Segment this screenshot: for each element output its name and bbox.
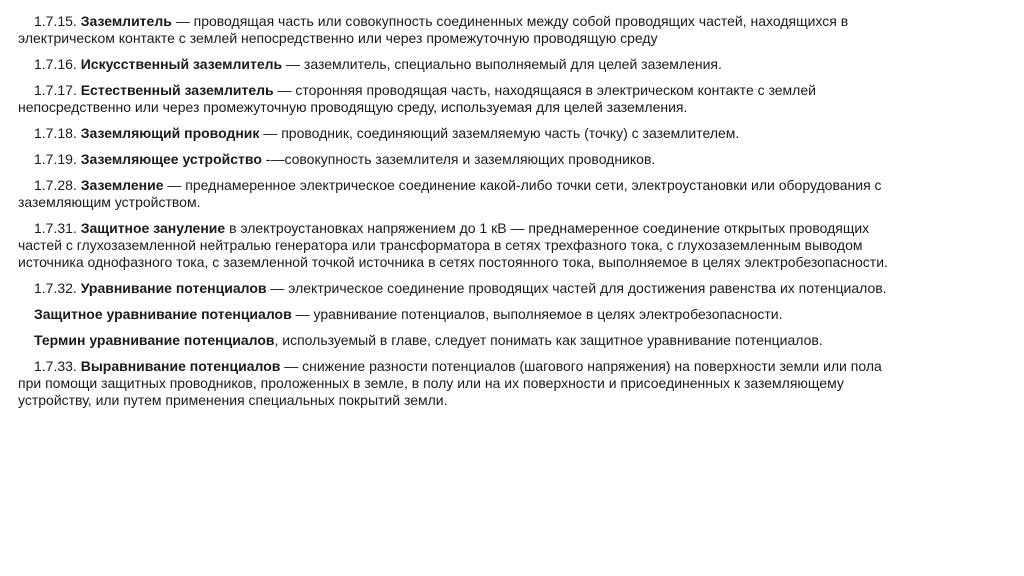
definition-term-usage-note <box>18 332 904 349</box>
definition-1-7-19 <box>18 151 904 168</box>
clause-number: 1.7.17. <box>34 82 77 98</box>
clause-number: 1.7.32. <box>34 280 77 296</box>
definition-text: — проводник, соединяющий заземляемую часть (точку) с заземлителем. <box>259 125 740 141</box>
clause-number: 1.7.33. <box>34 358 77 374</box>
definition-1-7-32 <box>18 280 904 297</box>
definition-text: в электроустановках напряжением до 1 кВ — преднамеренное соединение открытых проводящих частей с глухозаземленной нейтралью генератора или трансформатора в сетях трехфазного тока, с глухозаземленным выводом источника однофазного тока, с заземленной точкой источника в сетях постоянного тока, выполняемое в целях электробезопасности. <box>18 220 888 270</box>
definition-1-7-28 <box>18 177 904 211</box>
definition-text: — снижение разности потенциалов (шагового напряжения) на поверхности земли или пола при помощи защитных проводников, проложенных в земле, в полу или на их поверхности и присоединенных к заземляющему устройству, или путем применения специальных покрытий земли. <box>18 358 882 408</box>
definition-text: — электрическое соединение проводящих частей для достижения равенства их потенциалов. <box>266 280 887 296</box>
clause-number: 1.7.16. <box>34 56 77 72</box>
term: Термин уравнивание потенциалов <box>34 332 275 348</box>
definition-text: — сторонняя проводящая часть, находящаяся в электрическом контакте с землей непосредственно или через промежуточную проводящую среду, используемая для целей заземления. <box>18 82 816 115</box>
term: Заземляющий проводник <box>80 125 260 141</box>
term: Уравнивание потенциалов <box>80 280 267 296</box>
term: Естественный заземлитель <box>80 82 274 98</box>
definition-1-7-18 <box>18 125 904 142</box>
term: Искусственный заземлитель <box>80 56 283 72</box>
term: Защитное зануление <box>80 220 226 236</box>
definition-1-7-16 <box>18 56 904 73</box>
definition-protective-equipotential-bonding <box>18 306 904 323</box>
term: Заземлитель <box>80 13 172 29</box>
definition-text: — проводящая часть или совокупность соединенных между собой проводящих частей, находящихся в электрическом контакте с землей непосредственно или через промежуточную проводящую среду <box>18 13 849 46</box>
term: Заземляющее устройство <box>80 151 262 167</box>
definition-text: — преднамеренное электрическое соединение какой-либо точки сети, электроустановки или оборудования с заземляющим устройством. <box>18 177 882 210</box>
definition-1-7-31 <box>18 220 904 271</box>
definition-text: , используемый в главе, следует понимать как защитное уравнивание потенциалов. <box>274 332 823 348</box>
clause-number: 1.7.31. <box>34 220 77 236</box>
clause-number: 1.7.19. <box>34 151 77 167</box>
definition-1-7-33 <box>18 358 904 409</box>
definition-text: — заземлитель, специально выполняемый для целей заземления. <box>282 56 722 72</box>
definition-text: -—совокупность заземлителя и заземляющих проводников. <box>261 151 656 167</box>
definition-1-7-17 <box>18 82 904 116</box>
clause-number: 1.7.18. <box>34 125 77 141</box>
definition-1-7-15 <box>18 13 904 47</box>
clause-number: 1.7.28. <box>34 177 77 193</box>
definition-text: — уравнивание потенциалов, выполняемое в целях электробезопасности. <box>291 306 783 322</box>
clause-number: 1.7.15. <box>34 13 77 29</box>
term: Выравнивание потенциалов <box>80 358 281 374</box>
term: Заземление <box>80 177 164 193</box>
term: Защитное уравнивание потенциалов <box>34 306 292 322</box>
